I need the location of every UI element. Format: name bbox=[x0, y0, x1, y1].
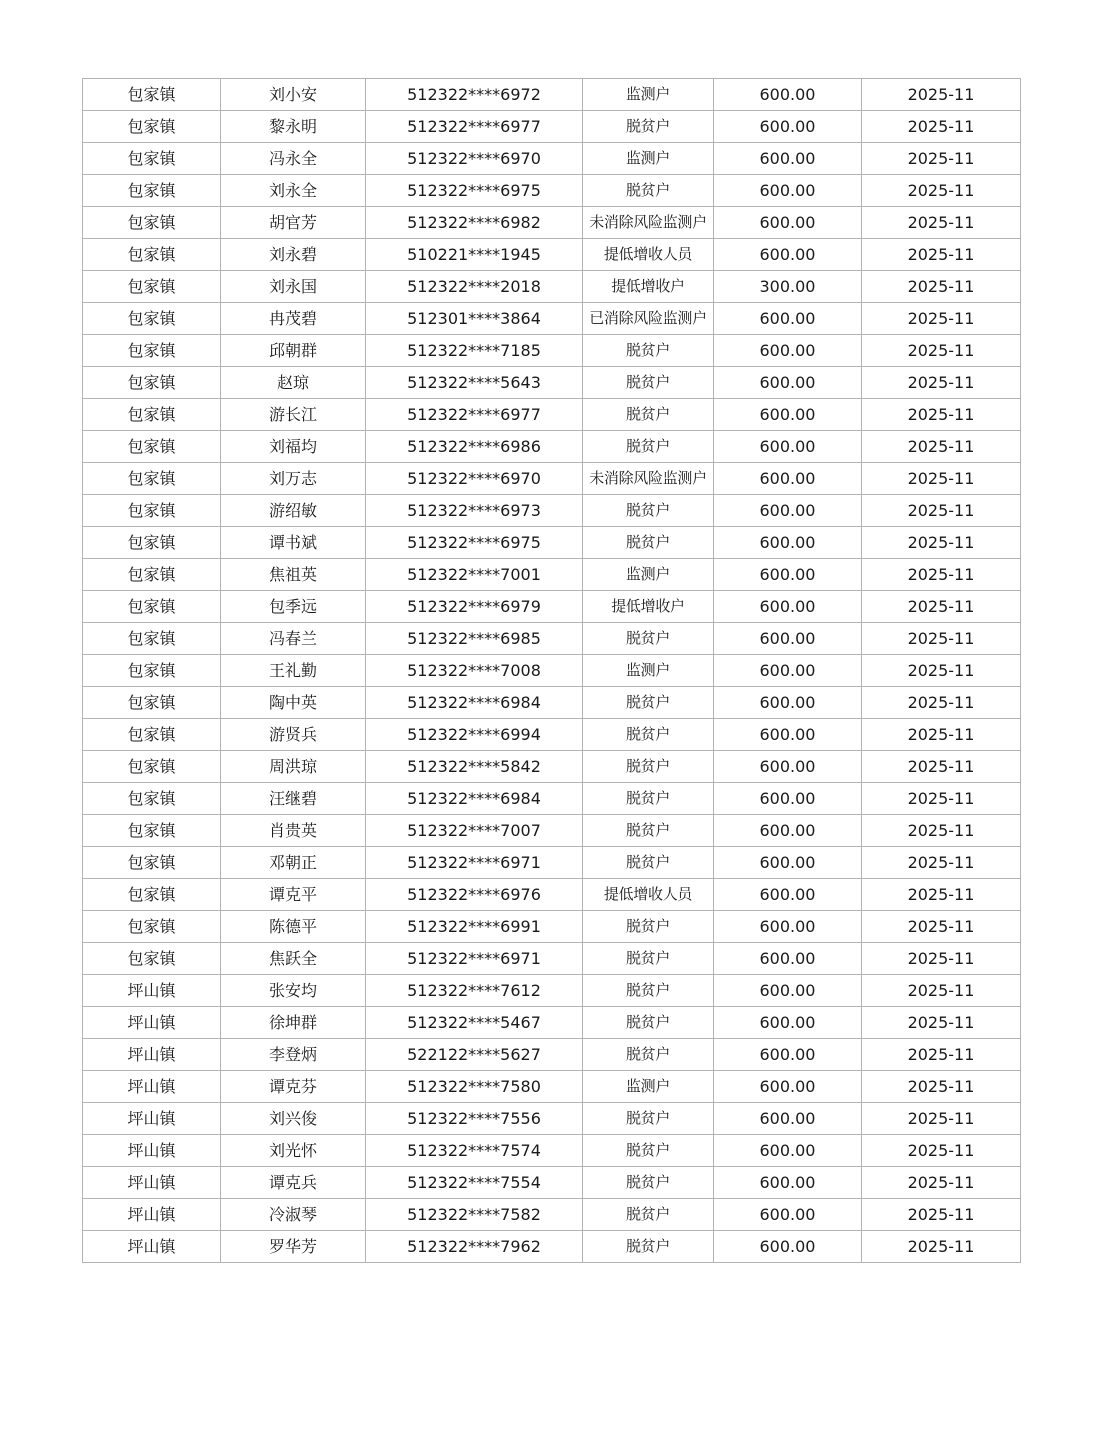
category-cell: 监测户 bbox=[583, 1071, 714, 1103]
category-cell: 脱贫户 bbox=[583, 431, 714, 463]
name-cell: 刘永全 bbox=[221, 175, 366, 207]
period-cell: 2025-11 bbox=[862, 591, 1021, 623]
amount-cell: 600.00 bbox=[714, 559, 862, 591]
name-cell: 徐坤群 bbox=[221, 1007, 366, 1039]
name-cell: 赵琼 bbox=[221, 367, 366, 399]
amount-cell: 600.00 bbox=[714, 335, 862, 367]
table-row bbox=[83, 1231, 1021, 1263]
town-cell: 包家镇 bbox=[83, 623, 221, 655]
name-cell: 包季远 bbox=[221, 591, 366, 623]
category-cell: 脱贫户 bbox=[583, 1167, 714, 1199]
name-cell: 周洪琼 bbox=[221, 751, 366, 783]
name-cell: 谭克平 bbox=[221, 879, 366, 911]
town-cell: 坪山镇 bbox=[83, 975, 221, 1007]
period-cell: 2025-11 bbox=[862, 1167, 1021, 1199]
name-cell: 游贤兵 bbox=[221, 719, 366, 751]
town-cell: 坪山镇 bbox=[83, 1199, 221, 1231]
category-cell: 监测户 bbox=[583, 143, 714, 175]
name-cell: 黎永明 bbox=[221, 111, 366, 143]
period-cell: 2025-11 bbox=[862, 1103, 1021, 1135]
period-cell: 2025-11 bbox=[862, 463, 1021, 495]
table-row bbox=[83, 303, 1021, 335]
amount-cell: 600.00 bbox=[714, 783, 862, 815]
id-number-cell: 522122****5627 bbox=[366, 1039, 583, 1071]
category-cell: 脱贫户 bbox=[583, 687, 714, 719]
table-row bbox=[83, 1135, 1021, 1167]
category-cell: 脱贫户 bbox=[583, 1231, 714, 1263]
amount-cell: 600.00 bbox=[714, 111, 862, 143]
table-row bbox=[83, 687, 1021, 719]
category-cell: 脱贫户 bbox=[583, 975, 714, 1007]
town-cell: 坪山镇 bbox=[83, 1007, 221, 1039]
table-row bbox=[83, 847, 1021, 879]
id-number-cell: 512322****7008 bbox=[366, 655, 583, 687]
table-row bbox=[83, 943, 1021, 975]
name-cell: 游长江 bbox=[221, 399, 366, 431]
name-cell: 谭克芬 bbox=[221, 1071, 366, 1103]
category-cell: 脱贫户 bbox=[583, 1135, 714, 1167]
amount-cell: 600.00 bbox=[714, 943, 862, 975]
name-cell: 陶中英 bbox=[221, 687, 366, 719]
town-cell: 包家镇 bbox=[83, 79, 221, 111]
table-row bbox=[83, 751, 1021, 783]
table-row bbox=[83, 911, 1021, 943]
town-cell: 坪山镇 bbox=[83, 1231, 221, 1263]
id-number-cell: 512322****6975 bbox=[366, 175, 583, 207]
amount-cell: 600.00 bbox=[714, 1039, 862, 1071]
table-row bbox=[83, 239, 1021, 271]
town-cell: 坪山镇 bbox=[83, 1167, 221, 1199]
category-cell: 脱贫户 bbox=[583, 751, 714, 783]
table-row bbox=[83, 431, 1021, 463]
category-cell: 监测户 bbox=[583, 655, 714, 687]
name-cell: 刘福均 bbox=[221, 431, 366, 463]
category-cell: 脱贫户 bbox=[583, 1007, 714, 1039]
town-cell: 包家镇 bbox=[83, 367, 221, 399]
table-row bbox=[83, 1071, 1021, 1103]
period-cell: 2025-11 bbox=[862, 1199, 1021, 1231]
period-cell: 2025-11 bbox=[862, 143, 1021, 175]
table-row bbox=[83, 975, 1021, 1007]
amount-cell: 600.00 bbox=[714, 1167, 862, 1199]
period-cell: 2025-11 bbox=[862, 111, 1021, 143]
table-row bbox=[83, 207, 1021, 239]
amount-cell: 600.00 bbox=[714, 1071, 862, 1103]
table-row bbox=[83, 623, 1021, 655]
table-body bbox=[83, 79, 1021, 1263]
town-cell: 包家镇 bbox=[83, 463, 221, 495]
category-cell: 脱贫户 bbox=[583, 111, 714, 143]
table-row bbox=[83, 879, 1021, 911]
amount-cell: 600.00 bbox=[714, 1135, 862, 1167]
category-cell: 已消除风险监测户 bbox=[583, 303, 714, 335]
period-cell: 2025-11 bbox=[862, 655, 1021, 687]
category-cell: 脱贫户 bbox=[583, 1103, 714, 1135]
name-cell: 刘小安 bbox=[221, 79, 366, 111]
id-number-cell: 512322****6982 bbox=[366, 207, 583, 239]
amount-cell: 600.00 bbox=[714, 463, 862, 495]
category-cell: 提低增收户 bbox=[583, 591, 714, 623]
table-row bbox=[83, 463, 1021, 495]
town-cell: 包家镇 bbox=[83, 655, 221, 687]
name-cell: 焦祖英 bbox=[221, 559, 366, 591]
period-cell: 2025-11 bbox=[862, 399, 1021, 431]
town-cell: 包家镇 bbox=[83, 239, 221, 271]
id-number-cell: 512322****6984 bbox=[366, 687, 583, 719]
category-cell: 脱贫户 bbox=[583, 335, 714, 367]
id-number-cell: 512322****7001 bbox=[366, 559, 583, 591]
amount-cell: 600.00 bbox=[714, 367, 862, 399]
period-cell: 2025-11 bbox=[862, 303, 1021, 335]
period-cell: 2025-11 bbox=[862, 175, 1021, 207]
name-cell: 游绍敏 bbox=[221, 495, 366, 527]
period-cell: 2025-11 bbox=[862, 687, 1021, 719]
period-cell: 2025-11 bbox=[862, 1071, 1021, 1103]
table-row bbox=[83, 1103, 1021, 1135]
period-cell: 2025-11 bbox=[862, 783, 1021, 815]
id-number-cell: 512322****5467 bbox=[366, 1007, 583, 1039]
table-row bbox=[83, 719, 1021, 751]
id-number-cell: 512322****6977 bbox=[366, 399, 583, 431]
id-number-cell: 510221****1945 bbox=[366, 239, 583, 271]
amount-cell: 600.00 bbox=[714, 175, 862, 207]
period-cell: 2025-11 bbox=[862, 495, 1021, 527]
table-row bbox=[83, 79, 1021, 111]
category-cell: 监测户 bbox=[583, 79, 714, 111]
table-row bbox=[83, 591, 1021, 623]
town-cell: 包家镇 bbox=[83, 399, 221, 431]
amount-cell: 600.00 bbox=[714, 1199, 862, 1231]
category-cell: 脱贫户 bbox=[583, 175, 714, 207]
town-cell: 包家镇 bbox=[83, 559, 221, 591]
name-cell: 冷淑琴 bbox=[221, 1199, 366, 1231]
id-number-cell: 512322****6979 bbox=[366, 591, 583, 623]
period-cell: 2025-11 bbox=[862, 207, 1021, 239]
town-cell: 坪山镇 bbox=[83, 1039, 221, 1071]
table-row bbox=[83, 271, 1021, 303]
name-cell: 胡官芳 bbox=[221, 207, 366, 239]
name-cell: 邓朝正 bbox=[221, 847, 366, 879]
town-cell: 包家镇 bbox=[83, 591, 221, 623]
amount-cell: 600.00 bbox=[714, 975, 862, 1007]
period-cell: 2025-11 bbox=[862, 79, 1021, 111]
amount-cell: 600.00 bbox=[714, 879, 862, 911]
period-cell: 2025-11 bbox=[862, 527, 1021, 559]
category-cell: 脱贫户 bbox=[583, 399, 714, 431]
town-cell: 包家镇 bbox=[83, 495, 221, 527]
amount-cell: 600.00 bbox=[714, 239, 862, 271]
name-cell: 焦跃全 bbox=[221, 943, 366, 975]
table-row bbox=[83, 111, 1021, 143]
category-cell: 脱贫户 bbox=[583, 495, 714, 527]
id-number-cell: 512322****7556 bbox=[366, 1103, 583, 1135]
name-cell: 谭书斌 bbox=[221, 527, 366, 559]
category-cell: 脱贫户 bbox=[583, 1039, 714, 1071]
table-row bbox=[83, 1167, 1021, 1199]
id-number-cell: 512322****7007 bbox=[366, 815, 583, 847]
period-cell: 2025-11 bbox=[862, 271, 1021, 303]
id-number-cell: 512322****7574 bbox=[366, 1135, 583, 1167]
table-row bbox=[83, 399, 1021, 431]
id-number-cell: 512322****6971 bbox=[366, 943, 583, 975]
period-cell: 2025-11 bbox=[862, 431, 1021, 463]
id-number-cell: 512322****6991 bbox=[366, 911, 583, 943]
id-number-cell: 512322****7582 bbox=[366, 1199, 583, 1231]
name-cell: 刘永国 bbox=[221, 271, 366, 303]
id-number-cell: 512322****7612 bbox=[366, 975, 583, 1007]
id-number-cell: 512322****6975 bbox=[366, 527, 583, 559]
table-row bbox=[83, 335, 1021, 367]
category-cell: 脱贫户 bbox=[583, 1199, 714, 1231]
period-cell: 2025-11 bbox=[862, 975, 1021, 1007]
amount-cell: 600.00 bbox=[714, 79, 862, 111]
table-row bbox=[83, 815, 1021, 847]
town-cell: 包家镇 bbox=[83, 751, 221, 783]
category-cell: 监测户 bbox=[583, 559, 714, 591]
name-cell: 肖贵英 bbox=[221, 815, 366, 847]
town-cell: 包家镇 bbox=[83, 879, 221, 911]
period-cell: 2025-11 bbox=[862, 367, 1021, 399]
id-number-cell: 512322****6972 bbox=[366, 79, 583, 111]
name-cell: 刘永碧 bbox=[221, 239, 366, 271]
id-number-cell: 512322****6971 bbox=[366, 847, 583, 879]
category-cell: 提低增收户 bbox=[583, 271, 714, 303]
name-cell: 冉茂碧 bbox=[221, 303, 366, 335]
name-cell: 汪继碧 bbox=[221, 783, 366, 815]
amount-cell: 600.00 bbox=[714, 687, 862, 719]
town-cell: 包家镇 bbox=[83, 207, 221, 239]
category-cell: 未消除风险监测户 bbox=[583, 207, 714, 239]
town-cell: 坪山镇 bbox=[83, 1071, 221, 1103]
period-cell: 2025-11 bbox=[862, 719, 1021, 751]
amount-cell: 600.00 bbox=[714, 815, 862, 847]
town-cell: 包家镇 bbox=[83, 943, 221, 975]
period-cell: 2025-11 bbox=[862, 751, 1021, 783]
amount-cell: 600.00 bbox=[714, 431, 862, 463]
town-cell: 包家镇 bbox=[83, 335, 221, 367]
id-number-cell: 512322****5842 bbox=[366, 751, 583, 783]
id-number-cell: 512322****6976 bbox=[366, 879, 583, 911]
town-cell: 包家镇 bbox=[83, 271, 221, 303]
period-cell: 2025-11 bbox=[862, 879, 1021, 911]
town-cell: 包家镇 bbox=[83, 175, 221, 207]
amount-cell: 600.00 bbox=[714, 527, 862, 559]
id-number-cell: 512322****7580 bbox=[366, 1071, 583, 1103]
name-cell: 李登炳 bbox=[221, 1039, 366, 1071]
name-cell: 谭克兵 bbox=[221, 1167, 366, 1199]
id-number-cell: 512322****6986 bbox=[366, 431, 583, 463]
period-cell: 2025-11 bbox=[862, 623, 1021, 655]
town-cell: 坪山镇 bbox=[83, 1135, 221, 1167]
category-cell: 提低增收人员 bbox=[583, 239, 714, 271]
table-row bbox=[83, 1039, 1021, 1071]
amount-cell: 600.00 bbox=[714, 1007, 862, 1039]
name-cell: 刘兴俊 bbox=[221, 1103, 366, 1135]
town-cell: 包家镇 bbox=[83, 527, 221, 559]
id-number-cell: 512322****5643 bbox=[366, 367, 583, 399]
town-cell: 包家镇 bbox=[83, 847, 221, 879]
name-cell: 冯永全 bbox=[221, 143, 366, 175]
amount-cell: 600.00 bbox=[714, 719, 862, 751]
amount-cell: 600.00 bbox=[714, 751, 862, 783]
period-cell: 2025-11 bbox=[862, 239, 1021, 271]
amount-cell: 600.00 bbox=[714, 495, 862, 527]
name-cell: 刘万志 bbox=[221, 463, 366, 495]
id-number-cell: 512301****3864 bbox=[366, 303, 583, 335]
amount-cell: 600.00 bbox=[714, 303, 862, 335]
name-cell: 张安均 bbox=[221, 975, 366, 1007]
category-cell: 脱贫户 bbox=[583, 911, 714, 943]
amount-cell: 600.00 bbox=[714, 143, 862, 175]
table-row bbox=[83, 655, 1021, 687]
id-number-cell: 512322****6984 bbox=[366, 783, 583, 815]
id-number-cell: 512322****6970 bbox=[366, 143, 583, 175]
category-cell: 脱贫户 bbox=[583, 367, 714, 399]
town-cell: 包家镇 bbox=[83, 911, 221, 943]
town-cell: 包家镇 bbox=[83, 431, 221, 463]
period-cell: 2025-11 bbox=[862, 847, 1021, 879]
town-cell: 包家镇 bbox=[83, 687, 221, 719]
town-cell: 包家镇 bbox=[83, 143, 221, 175]
town-cell: 坪山镇 bbox=[83, 1103, 221, 1135]
period-cell: 2025-11 bbox=[862, 943, 1021, 975]
name-cell: 邱朝群 bbox=[221, 335, 366, 367]
category-cell: 脱贫户 bbox=[583, 623, 714, 655]
amount-cell: 600.00 bbox=[714, 623, 862, 655]
town-cell: 包家镇 bbox=[83, 303, 221, 335]
table-row bbox=[83, 527, 1021, 559]
table-row bbox=[83, 367, 1021, 399]
id-number-cell: 512322****6994 bbox=[366, 719, 583, 751]
category-cell: 提低增收人员 bbox=[583, 879, 714, 911]
amount-cell: 600.00 bbox=[714, 911, 862, 943]
amount-cell: 300.00 bbox=[714, 271, 862, 303]
period-cell: 2025-11 bbox=[862, 911, 1021, 943]
town-cell: 包家镇 bbox=[83, 783, 221, 815]
amount-cell: 600.00 bbox=[714, 399, 862, 431]
amount-cell: 600.00 bbox=[714, 655, 862, 687]
town-cell: 包家镇 bbox=[83, 815, 221, 847]
id-number-cell: 512322****2018 bbox=[366, 271, 583, 303]
name-cell: 王礼勤 bbox=[221, 655, 366, 687]
name-cell: 陈德平 bbox=[221, 911, 366, 943]
id-number-cell: 512322****6973 bbox=[366, 495, 583, 527]
table-row bbox=[83, 495, 1021, 527]
category-cell: 脱贫户 bbox=[583, 719, 714, 751]
period-cell: 2025-11 bbox=[862, 815, 1021, 847]
id-number-cell: 512322****7962 bbox=[366, 1231, 583, 1263]
id-number-cell: 512322****7554 bbox=[366, 1167, 583, 1199]
period-cell: 2025-11 bbox=[862, 1135, 1021, 1167]
id-number-cell: 512322****6977 bbox=[366, 111, 583, 143]
table-row bbox=[83, 1199, 1021, 1231]
amount-cell: 600.00 bbox=[714, 847, 862, 879]
period-cell: 2025-11 bbox=[862, 1039, 1021, 1071]
name-cell: 刘光怀 bbox=[221, 1135, 366, 1167]
category-cell: 脱贫户 bbox=[583, 943, 714, 975]
amount-cell: 600.00 bbox=[714, 207, 862, 239]
amount-cell: 600.00 bbox=[714, 1231, 862, 1263]
category-cell: 脱贫户 bbox=[583, 847, 714, 879]
amount-cell: 600.00 bbox=[714, 1103, 862, 1135]
period-cell: 2025-11 bbox=[862, 559, 1021, 591]
table-row bbox=[83, 143, 1021, 175]
period-cell: 2025-11 bbox=[862, 335, 1021, 367]
name-cell: 罗华芳 bbox=[221, 1231, 366, 1263]
amount-cell: 600.00 bbox=[714, 591, 862, 623]
category-cell: 未消除风险监测户 bbox=[583, 463, 714, 495]
id-number-cell: 512322****7185 bbox=[366, 335, 583, 367]
category-cell: 脱贫户 bbox=[583, 783, 714, 815]
table-row bbox=[83, 175, 1021, 207]
period-cell: 2025-11 bbox=[862, 1231, 1021, 1263]
table-row bbox=[83, 559, 1021, 591]
id-number-cell: 512322****6970 bbox=[366, 463, 583, 495]
period-cell: 2025-11 bbox=[862, 1007, 1021, 1039]
category-cell: 脱贫户 bbox=[583, 527, 714, 559]
category-cell: 脱贫户 bbox=[583, 815, 714, 847]
name-cell: 冯春兰 bbox=[221, 623, 366, 655]
id-number-cell: 512322****6985 bbox=[366, 623, 583, 655]
table-row bbox=[83, 783, 1021, 815]
town-cell: 包家镇 bbox=[83, 719, 221, 751]
town-cell: 包家镇 bbox=[83, 111, 221, 143]
subsidy-table bbox=[82, 78, 1021, 1263]
table-row bbox=[83, 1007, 1021, 1039]
